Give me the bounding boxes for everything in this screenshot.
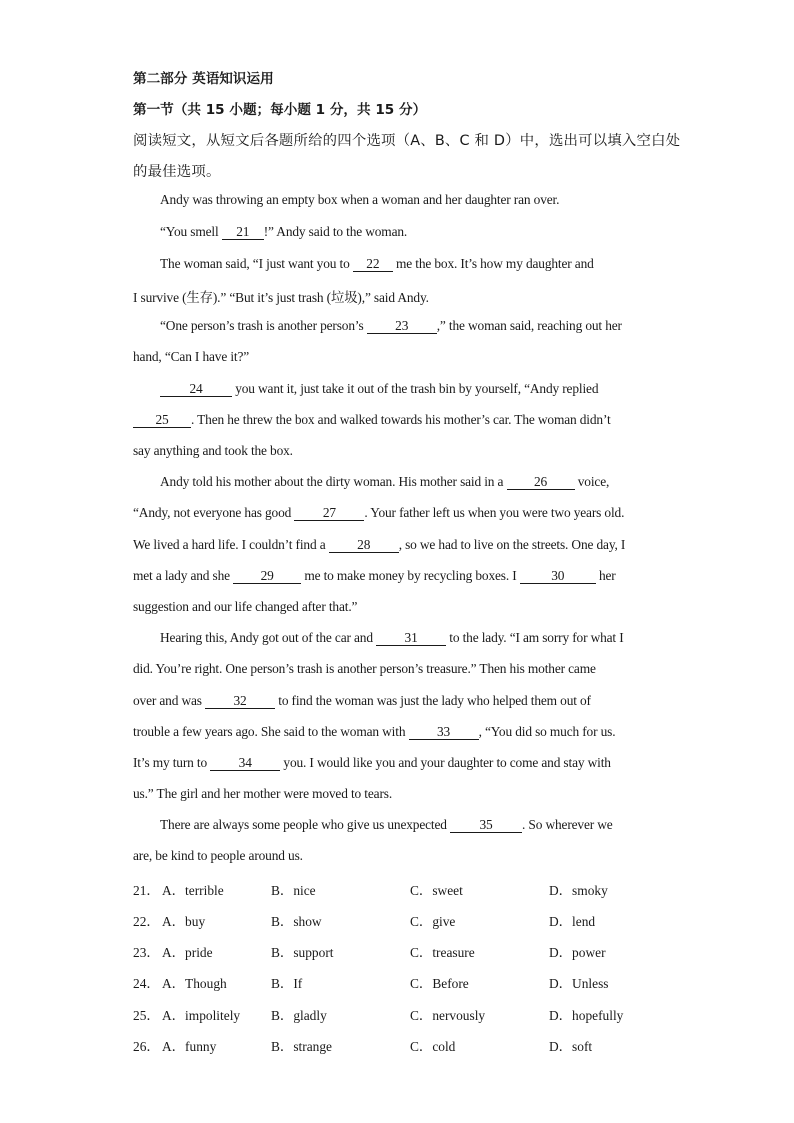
blank-35: 35 xyxy=(450,818,522,833)
passage-line: “One person’s trash is another person’s 23 ,” the woman said, reaching out her xyxy=(160,318,622,333)
passage-line: Andy told his mother about the dirty woman. His mother said in a 26 voice, xyxy=(160,474,610,489)
passage-line: There are always some people who give us unexpected 35 . So wherever we xyxy=(160,817,613,832)
blank-30: 30 xyxy=(520,569,596,584)
option-d[interactable]: D．power xyxy=(549,945,606,960)
passage-line: I survive (生存).” “But it’s just trash (垃圾),” said Andy. xyxy=(133,290,429,305)
passage-line: met a lady and she 29 me to make money by recycling boxes. I 30 her xyxy=(133,568,616,583)
option-b[interactable]: B．support xyxy=(271,945,334,960)
question-number: 25． xyxy=(133,1008,160,1023)
option-d[interactable]: D．soft xyxy=(549,1039,593,1054)
question-number: 22． xyxy=(133,914,160,929)
option-c[interactable]: C．Before xyxy=(410,976,469,991)
option-a[interactable]: A．terrible xyxy=(162,883,224,898)
instruction-line-1: 阅读短文，从短文后各题所给的四个选项（A、B、C 和 D）中，选出可以填入空白处 xyxy=(133,133,681,149)
question-number: 21． xyxy=(133,883,160,898)
blank-31: 31 xyxy=(376,631,446,646)
passage-line: 24 you want it, just take it out of the trash bin by yourself, “Andy replied xyxy=(160,381,598,397)
passage-line: suggestion and our life changed after that.” xyxy=(133,599,358,614)
option-c[interactable]: C．treasure xyxy=(410,945,475,960)
blank-21: 21 xyxy=(222,225,264,240)
option-c[interactable]: C．give xyxy=(410,914,456,929)
question-number: 23． xyxy=(133,945,160,960)
option-d[interactable]: D．smoky xyxy=(549,883,608,898)
option-d[interactable]: D．hopefully xyxy=(549,1008,624,1023)
option-b[interactable]: B．strange xyxy=(271,1039,332,1054)
passage-line: “Andy, not everyone has good 27 . Your father left us when you were two years old. xyxy=(133,505,625,520)
section-title: 第一节（共 15 小题；每小题 1 分，共 15 分） xyxy=(133,102,427,118)
passage-line: It’s my turn to 34 you. I would like you and your daughter to come and stay with xyxy=(133,755,611,770)
passage-line: Hearing this, Andy got out of the car and 31 to the lady. “I am sorry for what I xyxy=(160,630,624,645)
blank-29: 29 xyxy=(233,569,301,584)
blank-34: 34 xyxy=(210,756,280,771)
option-b[interactable]: B．If xyxy=(271,976,303,991)
option-c[interactable]: C．nervously xyxy=(410,1008,486,1023)
option-b[interactable]: B．nice xyxy=(271,883,316,898)
blank-24: 24 xyxy=(160,382,232,397)
option-d[interactable]: D．lend xyxy=(549,914,596,929)
option-c[interactable]: C．cold xyxy=(410,1039,456,1054)
option-d[interactable]: D．Unless xyxy=(549,976,609,991)
option-b[interactable]: B．gladly xyxy=(271,1008,327,1023)
passage-line: The woman said, “I just want you to 22 me the box. It’s how my daughter and xyxy=(160,256,594,271)
option-a[interactable]: A．funny xyxy=(162,1039,217,1054)
option-a[interactable]: A．Though xyxy=(162,976,227,991)
blank-25: 25 xyxy=(133,413,191,428)
option-c[interactable]: C．sweet xyxy=(410,883,463,898)
blank-32: 32 xyxy=(205,694,275,709)
passage-line: Andy was throwing an empty box when a woman and her daughter ran over. xyxy=(160,192,560,207)
passage-line: are, be kind to people around us. xyxy=(133,848,303,863)
blank-27: 27 xyxy=(294,506,364,521)
instruction-line-2: 的最佳选项。 xyxy=(133,164,221,180)
passage-line: We lived a hard life. I couldn’t find a 28 , so we had to live on the streets. One day, I xyxy=(133,537,626,552)
passage-line: 25 . Then he threw the box and walked towards his mother’s car. The woman didn’t xyxy=(133,412,611,428)
blank-23: 23 xyxy=(367,319,437,334)
blank-22: 22 xyxy=(353,257,393,272)
question-number: 26． xyxy=(133,1039,160,1054)
passage-line: did. You’re right. One person’s trash is another person’s treasure.” Then his mother came xyxy=(133,661,596,676)
passage-line: “You smell 21 !” Andy said to the woman. xyxy=(160,224,408,239)
option-a[interactable]: A．pride xyxy=(162,945,213,960)
passage-line: over and was 32 to find the woman was just the lady who helped them out of xyxy=(133,693,591,708)
passage-line: say anything and took the box. xyxy=(133,443,293,458)
option-a[interactable]: A．buy xyxy=(162,914,206,929)
blank-33: 33 xyxy=(409,725,479,740)
option-a[interactable]: A．impolitely xyxy=(162,1008,241,1023)
part-title: 第二部分 英语知识运用 xyxy=(133,71,274,87)
option-b[interactable]: B．show xyxy=(271,914,322,929)
blank-26: 26 xyxy=(507,475,575,490)
passage-line: trouble a few years ago. She said to the woman with 33 , “You did so much for us. xyxy=(133,724,616,739)
question-number: 24． xyxy=(133,976,160,991)
passage-line: us.” The girl and her mother were moved to tears. xyxy=(133,786,393,801)
blank-28: 28 xyxy=(329,538,399,553)
passage-line: hand, “Can I have it?” xyxy=(133,349,250,364)
